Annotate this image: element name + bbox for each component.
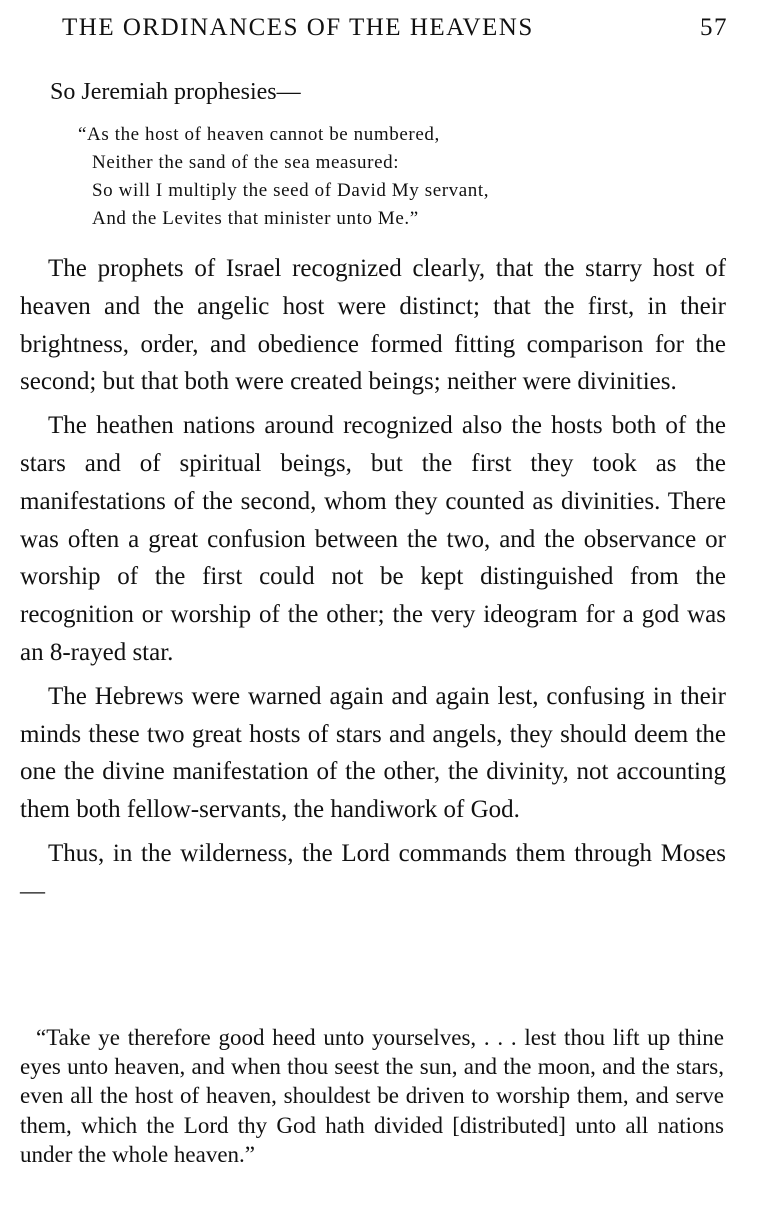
verse-line: “As the host of heaven cannot be numbered,: [78, 124, 440, 145]
body-text: [20, 250, 726, 911]
running-head: [62, 14, 728, 42]
verse-line: And the Levites that minister unto Me.”: [92, 208, 419, 229]
block-quote: “Take ye therefore good heed unto yourselves, . . . lest thou lift up thine eyes unto heaven, and when thou seest the sun, and the moon, and the stars, even all the host of heaven, shouldest be driven to worship them, and serve them, which the Lord thy God hath divided [distributed] unto all nations under the whole heaven.”: [20, 1025, 724, 1167]
paragraph-heathen: The heathen nations around recognized also the hosts both of the stars and of spiritual beings, but the first they took as the manifestations of the second, whom they counted as divinities. There was often a great confusion between the two, and the observance or worship of the first could not be kept distinguished from the recognition or worship of the other; the very ideogram for a god was an 8-rayed star.: [20, 412, 726, 666]
page-number: 57: [700, 14, 728, 41]
paragraph-hebrews: The Hebrews were warned again and again lest, confusing in their minds these two great hosts of stars and angels, they should deem the one the divine manifestation of the other, the divinity, not accounting them both fellow-servants, the handiwork of God.: [20, 682, 726, 824]
paragraph-wilderness: Thus, in the wilderness, the Lord commands them through Moses—: [20, 839, 726, 905]
verse-line: Neither the sand of the sea measured:: [92, 152, 400, 173]
verse-quote: [78, 121, 489, 233]
intro-line: So Jeremiah prophesies—: [50, 79, 301, 105]
verse-line: So will I multiply the seed of David My servant,: [92, 180, 490, 201]
running-head-title: THE ORDINANCES OF THE HEAVENS: [62, 14, 534, 41]
paragraph-prophets: The prophets of Israel recognized clearly, that the starry host of heaven and the angelic host were distinct; that the first, in their brightness, order, and obedience formed fitting comparison for the second; but that both were created beings; neither were divinities.: [20, 255, 726, 396]
